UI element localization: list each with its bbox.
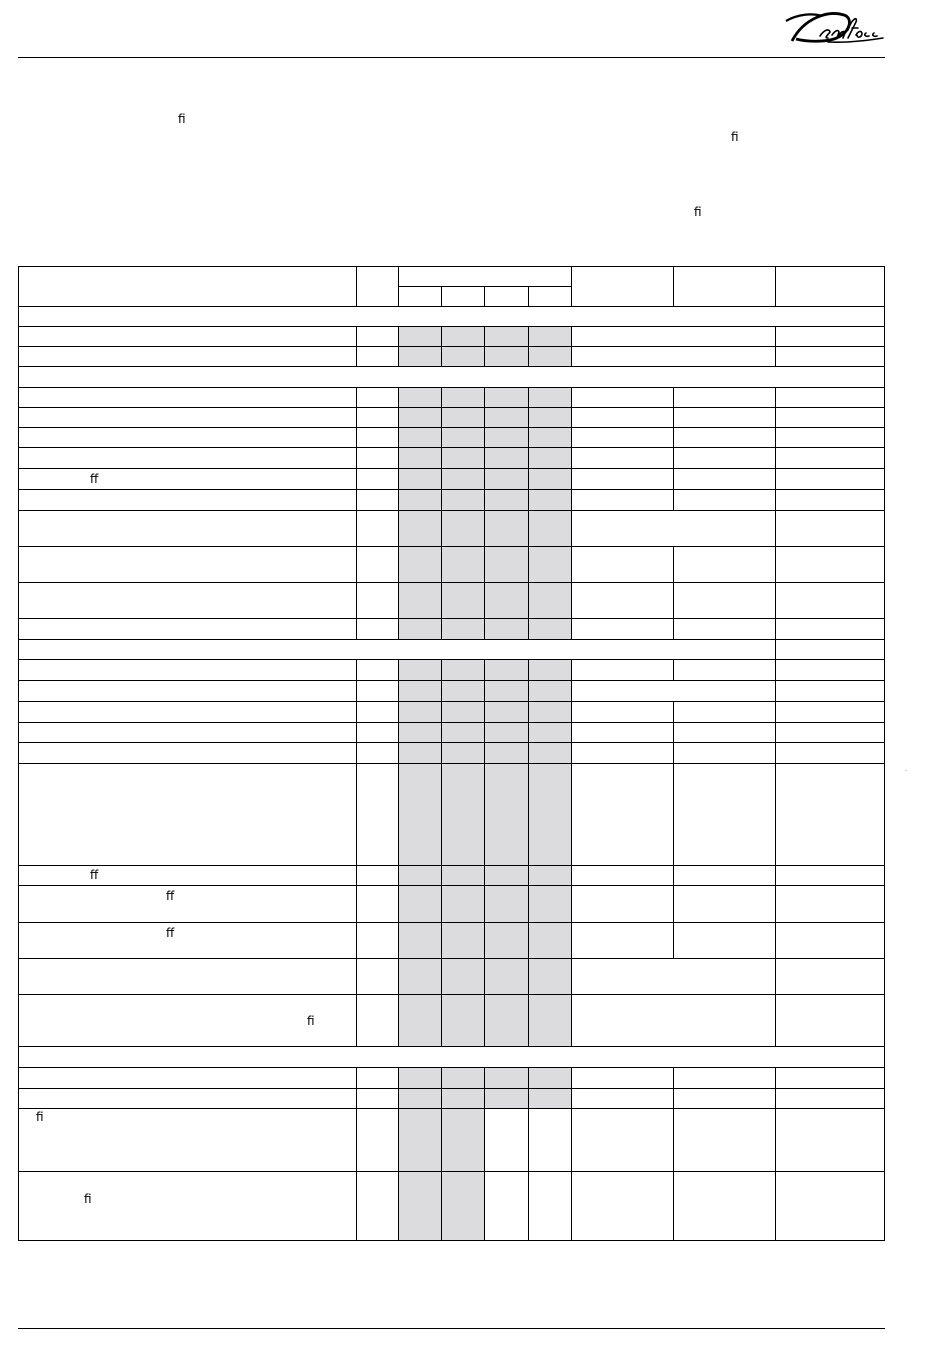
table-row [19, 1089, 885, 1109]
table-row [19, 923, 885, 959]
table-row [19, 660, 885, 681]
table-row [19, 327, 885, 347]
table-row [19, 866, 885, 886]
table-row [19, 702, 885, 723]
table-row [19, 547, 885, 583]
table-row [19, 681, 885, 702]
cell-ligature-fi: ﬁ [36, 1110, 44, 1124]
intro-ligature-2: ﬁ [731, 130, 739, 144]
table-row [19, 347, 885, 367]
table-row [19, 764, 885, 866]
section-row [19, 1047, 885, 1068]
cell-ligature-ff: ﬀ [166, 926, 175, 940]
table-row [19, 995, 885, 1047]
footer-rule [18, 1328, 885, 1329]
table-row [19, 743, 885, 764]
table-row [19, 511, 885, 547]
cell-ligature-fi: ﬁ [307, 1014, 315, 1028]
table-row [19, 469, 885, 490]
section-row [19, 640, 885, 660]
table-row [19, 619, 885, 640]
section-row [19, 307, 885, 327]
section-row [19, 367, 885, 388]
danfoss-logo [782, 8, 886, 46]
cell-ligature-ff: ﬀ [166, 889, 175, 903]
header-rule [18, 57, 885, 58]
table-row [19, 388, 885, 408]
table-row [19, 583, 885, 619]
table-row [19, 1068, 885, 1089]
specification-table [18, 266, 885, 1241]
scan-speck [905, 770, 907, 771]
intro-ligature-3: ﬁ [694, 205, 702, 219]
table-row [19, 886, 885, 923]
cell-ligature-fi: ﬁ [84, 1192, 92, 1206]
table-row [19, 959, 885, 995]
cell-ligature-ff: ﬀ [90, 472, 99, 486]
table-row [19, 723, 885, 743]
cell-ligature-ff: ﬀ [90, 868, 99, 882]
table-row [19, 448, 885, 469]
table-row [19, 1172, 885, 1241]
table-row [19, 490, 885, 511]
table-row [19, 408, 885, 428]
intro-ligature-1: ﬁ [178, 112, 186, 126]
table-header-row [19, 267, 885, 287]
table-row [19, 1109, 885, 1172]
table-row [19, 428, 885, 448]
